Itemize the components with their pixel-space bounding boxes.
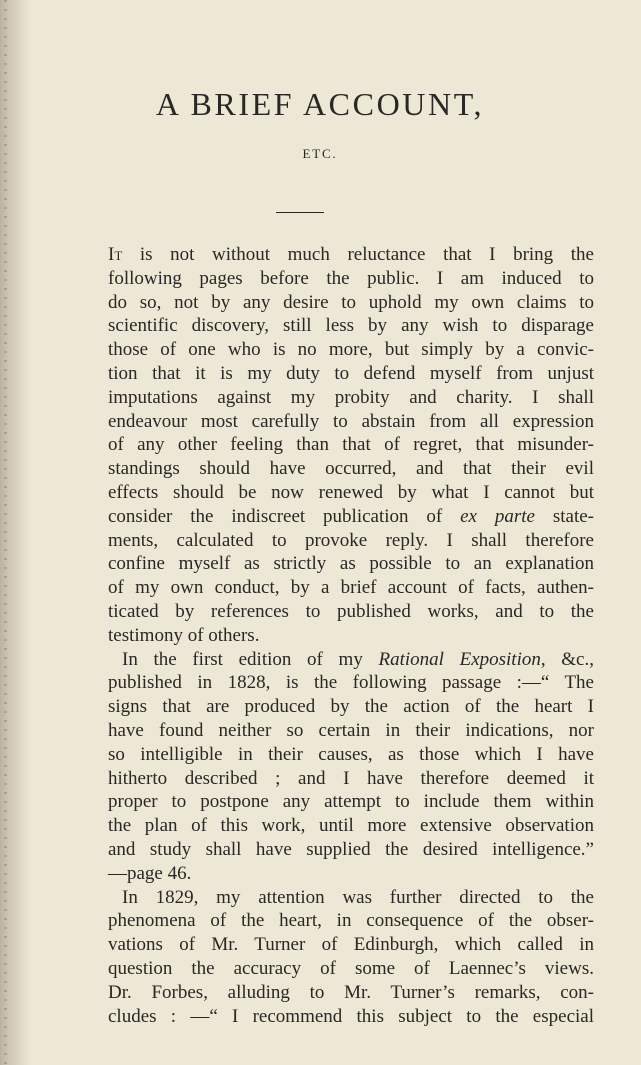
text-line: endeavour most carefully to abstain from all expression xyxy=(108,410,594,432)
text-line: confine myself as strictly as possible to an explanation xyxy=(108,553,594,575)
text-line: cludes : —“ I recommend this subject to the especial xyxy=(108,1005,594,1027)
text-line: It is not without much reluctance that I bring the xyxy=(108,244,594,265)
text-line: following pages before the public. I am induced to xyxy=(108,267,594,289)
text-line: proper to postpone any attempt to include them within xyxy=(108,791,594,813)
text-line: ticated by references to published works, and to the xyxy=(108,600,594,622)
text-line: ments, calculated to provoke reply. I shall therefore xyxy=(108,529,594,551)
text-line: and study shall have supplied the desired intelligence.” xyxy=(108,838,594,860)
italic-phrase: Rational Exposition xyxy=(378,648,541,670)
text-line: In 1829, my attention was further directed to the xyxy=(122,886,594,908)
body-text xyxy=(108,243,594,1028)
text-line: standings should have occurred, and that their evil xyxy=(108,458,594,480)
page-subtitle: ETC. xyxy=(302,146,338,161)
heading-divider xyxy=(276,212,324,213)
text-line: vations of Mr. Turner of Edinburgh, which called in xyxy=(108,934,594,956)
text-line: scientific discovery, still less by any wish to disparage xyxy=(108,315,594,337)
text-line: the plan of this work, until more extensive observation xyxy=(108,815,594,837)
text-line: phenomena of the heart, in consequence of the obser- xyxy=(108,910,594,932)
text-line: have found neither so certain in their indications, nor xyxy=(108,719,594,741)
text-line: testimony of others. xyxy=(108,624,260,646)
text-line: so intelligible in their causes, as those which I have xyxy=(108,743,594,765)
text-line: question the accuracy of some of Laennec’s views. xyxy=(108,957,594,979)
text-line: effects should be now renewed by what I cannot but xyxy=(108,481,594,503)
text-line: those of one who is no more, but simply by a convic- xyxy=(108,339,594,361)
text-line: do so, not by any desire to uphold my own claims to xyxy=(108,291,594,313)
text-line: signs that are produced by the action of the heart I xyxy=(108,696,594,718)
drop-word: It xyxy=(108,244,123,265)
text-line: tion that it is my duty to defend myself from unjust xyxy=(108,362,594,384)
text-line: of any other feeling than that of regret, that misunder- xyxy=(108,434,594,456)
text-line: In the first edition of my Rational Exposition, &c., xyxy=(122,648,594,670)
page-title: A BRIEF ACCOUNT, xyxy=(155,86,485,122)
italic-phrase: ex parte xyxy=(460,505,535,527)
text-line: of my own conduct, by a brief account of facts, authen- xyxy=(108,577,594,599)
text-line: hitherto described ; and I have therefore deemed it xyxy=(108,767,594,789)
text-line: Dr. Forbes, alluding to Mr. Turner’s remarks, con- xyxy=(108,981,594,1003)
text-line: imputations against my probity and charity. I shall xyxy=(108,386,594,408)
page-edge-shadow xyxy=(0,0,30,1065)
text-line: —page 46. xyxy=(108,862,192,884)
text-line: published in 1828, is the following passage :—“ The xyxy=(108,672,594,694)
text-line: consider the indiscreet publication of ex parte state- xyxy=(108,505,594,527)
